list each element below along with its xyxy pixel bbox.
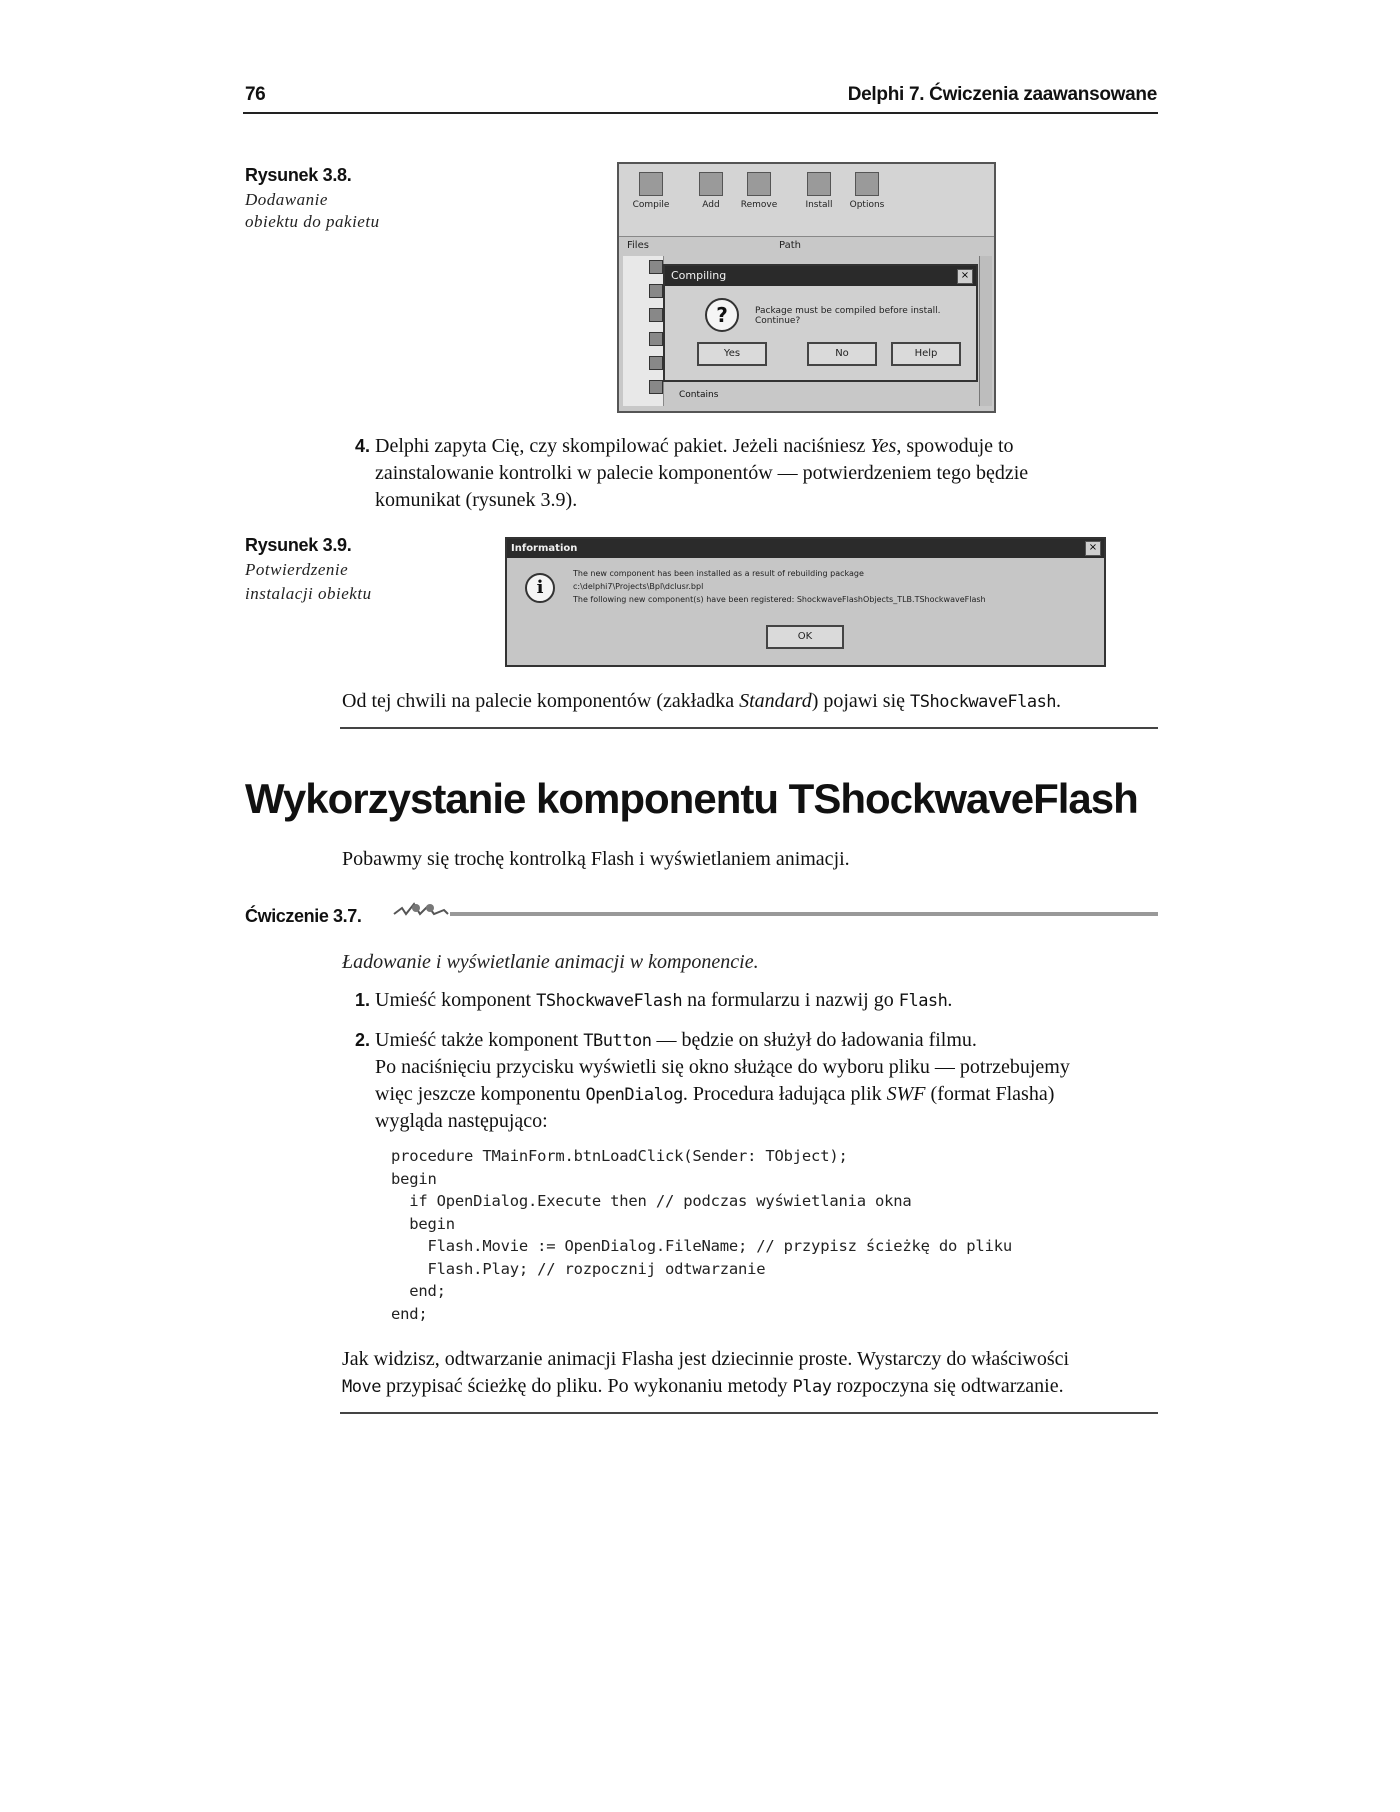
- no-button[interactable]: No: [807, 342, 877, 366]
- information-titlebar: [507, 539, 1104, 558]
- code-line: end;: [391, 1282, 446, 1300]
- figure-3-9-caption-line1: Potwierdzenie: [245, 560, 349, 579]
- code-line: procedure TMainForm.btnLoadClick(Sender: TObject);: [391, 1147, 848, 1165]
- step-1-text: Umieść komponent TShockwaveFlash na formularzu i nazwij go Flash.: [375, 989, 953, 1011]
- path-column-header[interactable]: Path: [779, 240, 801, 251]
- code-line: begin: [391, 1214, 455, 1233]
- information-title: Information: [511, 543, 578, 554]
- options-label: Options: [849, 200, 885, 210]
- tree-label-contains: Contains: [679, 390, 719, 400]
- code-line: end;: [391, 1304, 428, 1323]
- closing-line2: Move przypisać ścieżkę do pliku. Po wykonaniu metody Play rozpoczyna się odtwarzanie.: [342, 1375, 1064, 1397]
- info-message-line1: The new component has been installed as a result of rebuilding package: [573, 569, 864, 578]
- closing-divider: [340, 1412, 1158, 1414]
- compiling-dialog: [663, 264, 978, 382]
- step-2-line3: więc jeszcze komponentu OpenDialog. Procedura ładująca plik SWF (format Flasha): [375, 1083, 1055, 1105]
- yes-button[interactable]: Yes: [697, 342, 767, 366]
- step-2-number: 2.: [355, 1030, 371, 1050]
- code-block: [391, 1145, 1012, 1325]
- remove-label: Remove: [740, 200, 778, 210]
- tree-node-icon: [649, 308, 663, 322]
- options-button[interactable]: [845, 172, 889, 224]
- dialog-message: Package must be compiled before install. Continue?: [755, 306, 941, 326]
- exercise-label: Ćwiczenie 3.7.: [245, 906, 362, 926]
- compile-label: Compile: [632, 200, 670, 210]
- section-divider: [340, 727, 1158, 729]
- code-line: if OpenDialog.Execute then // podczas wyświetlania okna: [391, 1192, 912, 1210]
- compile-button[interactable]: [629, 172, 673, 224]
- page-number: 76: [245, 84, 266, 105]
- remove-icon: [747, 172, 771, 196]
- ok-button[interactable]: OK: [766, 625, 844, 649]
- paragraph-standard-tab: Od tej chwili na palecie komponentów (zakładka Standard) pojawi się TShockwaveFlash.: [342, 690, 1062, 712]
- step-4-line3: komunikat (rysunek 3.9).: [375, 489, 578, 511]
- close-icon[interactable]: ×: [1085, 541, 1101, 556]
- step-4-number: 4.: [355, 436, 371, 456]
- tree-node-icon: [649, 380, 663, 394]
- figure-3-9-screenshot: [505, 537, 1106, 667]
- exercise-rule: [450, 912, 1158, 916]
- add-icon: [699, 172, 723, 196]
- step-2-line4: wygląda następująco:: [375, 1110, 548, 1132]
- section-heading: Wykorzystanie komponentu TShockwaveFlash: [245, 775, 1138, 822]
- tree-node-icon: [649, 356, 663, 370]
- install-button[interactable]: [797, 172, 841, 224]
- yes-italic: Yes: [870, 435, 897, 457]
- step-4-line1: Delphi zapyta Cię, czy skompilować pakiet. Jeżeli naciśniesz Yes, spowoduje to: [375, 435, 1014, 457]
- figure-3-8-screenshot: [617, 162, 996, 413]
- step-2-line2: Po naciśnięciu przycisku wyświetli się okno służące do wyboru pliku — potrzebujemy: [375, 1056, 1070, 1078]
- dialog-title: Compiling: [671, 269, 727, 282]
- tree-node-icon: [649, 332, 663, 346]
- running-title: Delphi 7. Ćwiczenia zaawansowane: [847, 84, 1157, 105]
- dialog-titlebar: [665, 266, 976, 286]
- add-button[interactable]: [689, 172, 733, 224]
- figure-3-9-label: Rysunek 3.9.: [245, 535, 352, 555]
- vertical-scrollbar[interactable]: [979, 256, 992, 406]
- help-button[interactable]: Help: [891, 342, 961, 366]
- exercise-title: Ładowanie i wyświetlanie animacji w komponencie.: [342, 951, 759, 973]
- code-line: Flash.Play; // rozpocznij odtwarzanie: [391, 1259, 766, 1278]
- files-column-header[interactable]: Files: [627, 240, 649, 251]
- info-message-line3: The following new component(s) have been registered: ShockwaveFlashObjects_TLB.TShockwaveFlash: [573, 595, 986, 604]
- closing-line1: Jak widzisz, odtwarzanie animacji Flasha jest dziecinnie proste. Wystarczy do właściwości: [342, 1348, 1070, 1370]
- tree-node-icon: [649, 284, 663, 298]
- step-2-line1: Umieść także komponent TButton — będzie on służył do ładowania filmu.: [375, 1029, 977, 1051]
- compile-icon: [639, 172, 663, 196]
- install-icon: [807, 172, 831, 196]
- header-rule: [243, 112, 1158, 114]
- options-icon: [855, 172, 879, 196]
- tree-node-icon: [649, 260, 663, 274]
- package-tree[interactable]: [623, 256, 664, 406]
- code-line: Flash.Movie := OpenDialog.FileName; // przypisz ścieżkę do pliku: [391, 1237, 1012, 1255]
- info-icon: i: [525, 573, 555, 603]
- step-4-line2: zainstalowanie kontrolki w palecie komponentów — potwierdzeniem tego będzie: [375, 462, 1029, 484]
- figure-3-8-caption-line2: obiektu do pakietu: [245, 212, 380, 231]
- question-icon: ?: [705, 298, 739, 332]
- figure-3-9-caption-line2: instalacji obiektu: [245, 584, 372, 603]
- install-label: Install: [805, 200, 833, 210]
- info-message-line2: c:\delphi7\Projects\Bpl\dclusr.bpl: [573, 582, 704, 591]
- add-label: Add: [702, 200, 720, 210]
- step-1-number: 1.: [355, 990, 371, 1010]
- figure-3-8-caption-line1: Dodawanie: [245, 190, 328, 209]
- remove-button[interactable]: [737, 172, 781, 224]
- close-icon[interactable]: ×: [957, 269, 973, 284]
- package-toolbar: [619, 164, 994, 237]
- code-line: begin: [391, 1169, 437, 1188]
- ornament-icon: [392, 898, 450, 925]
- section-intro: Pobawmy się trochę kontrolką Flash i wyświetlaniem animacji.: [342, 848, 850, 870]
- figure-3-8-label: Rysunek 3.8.: [245, 165, 352, 185]
